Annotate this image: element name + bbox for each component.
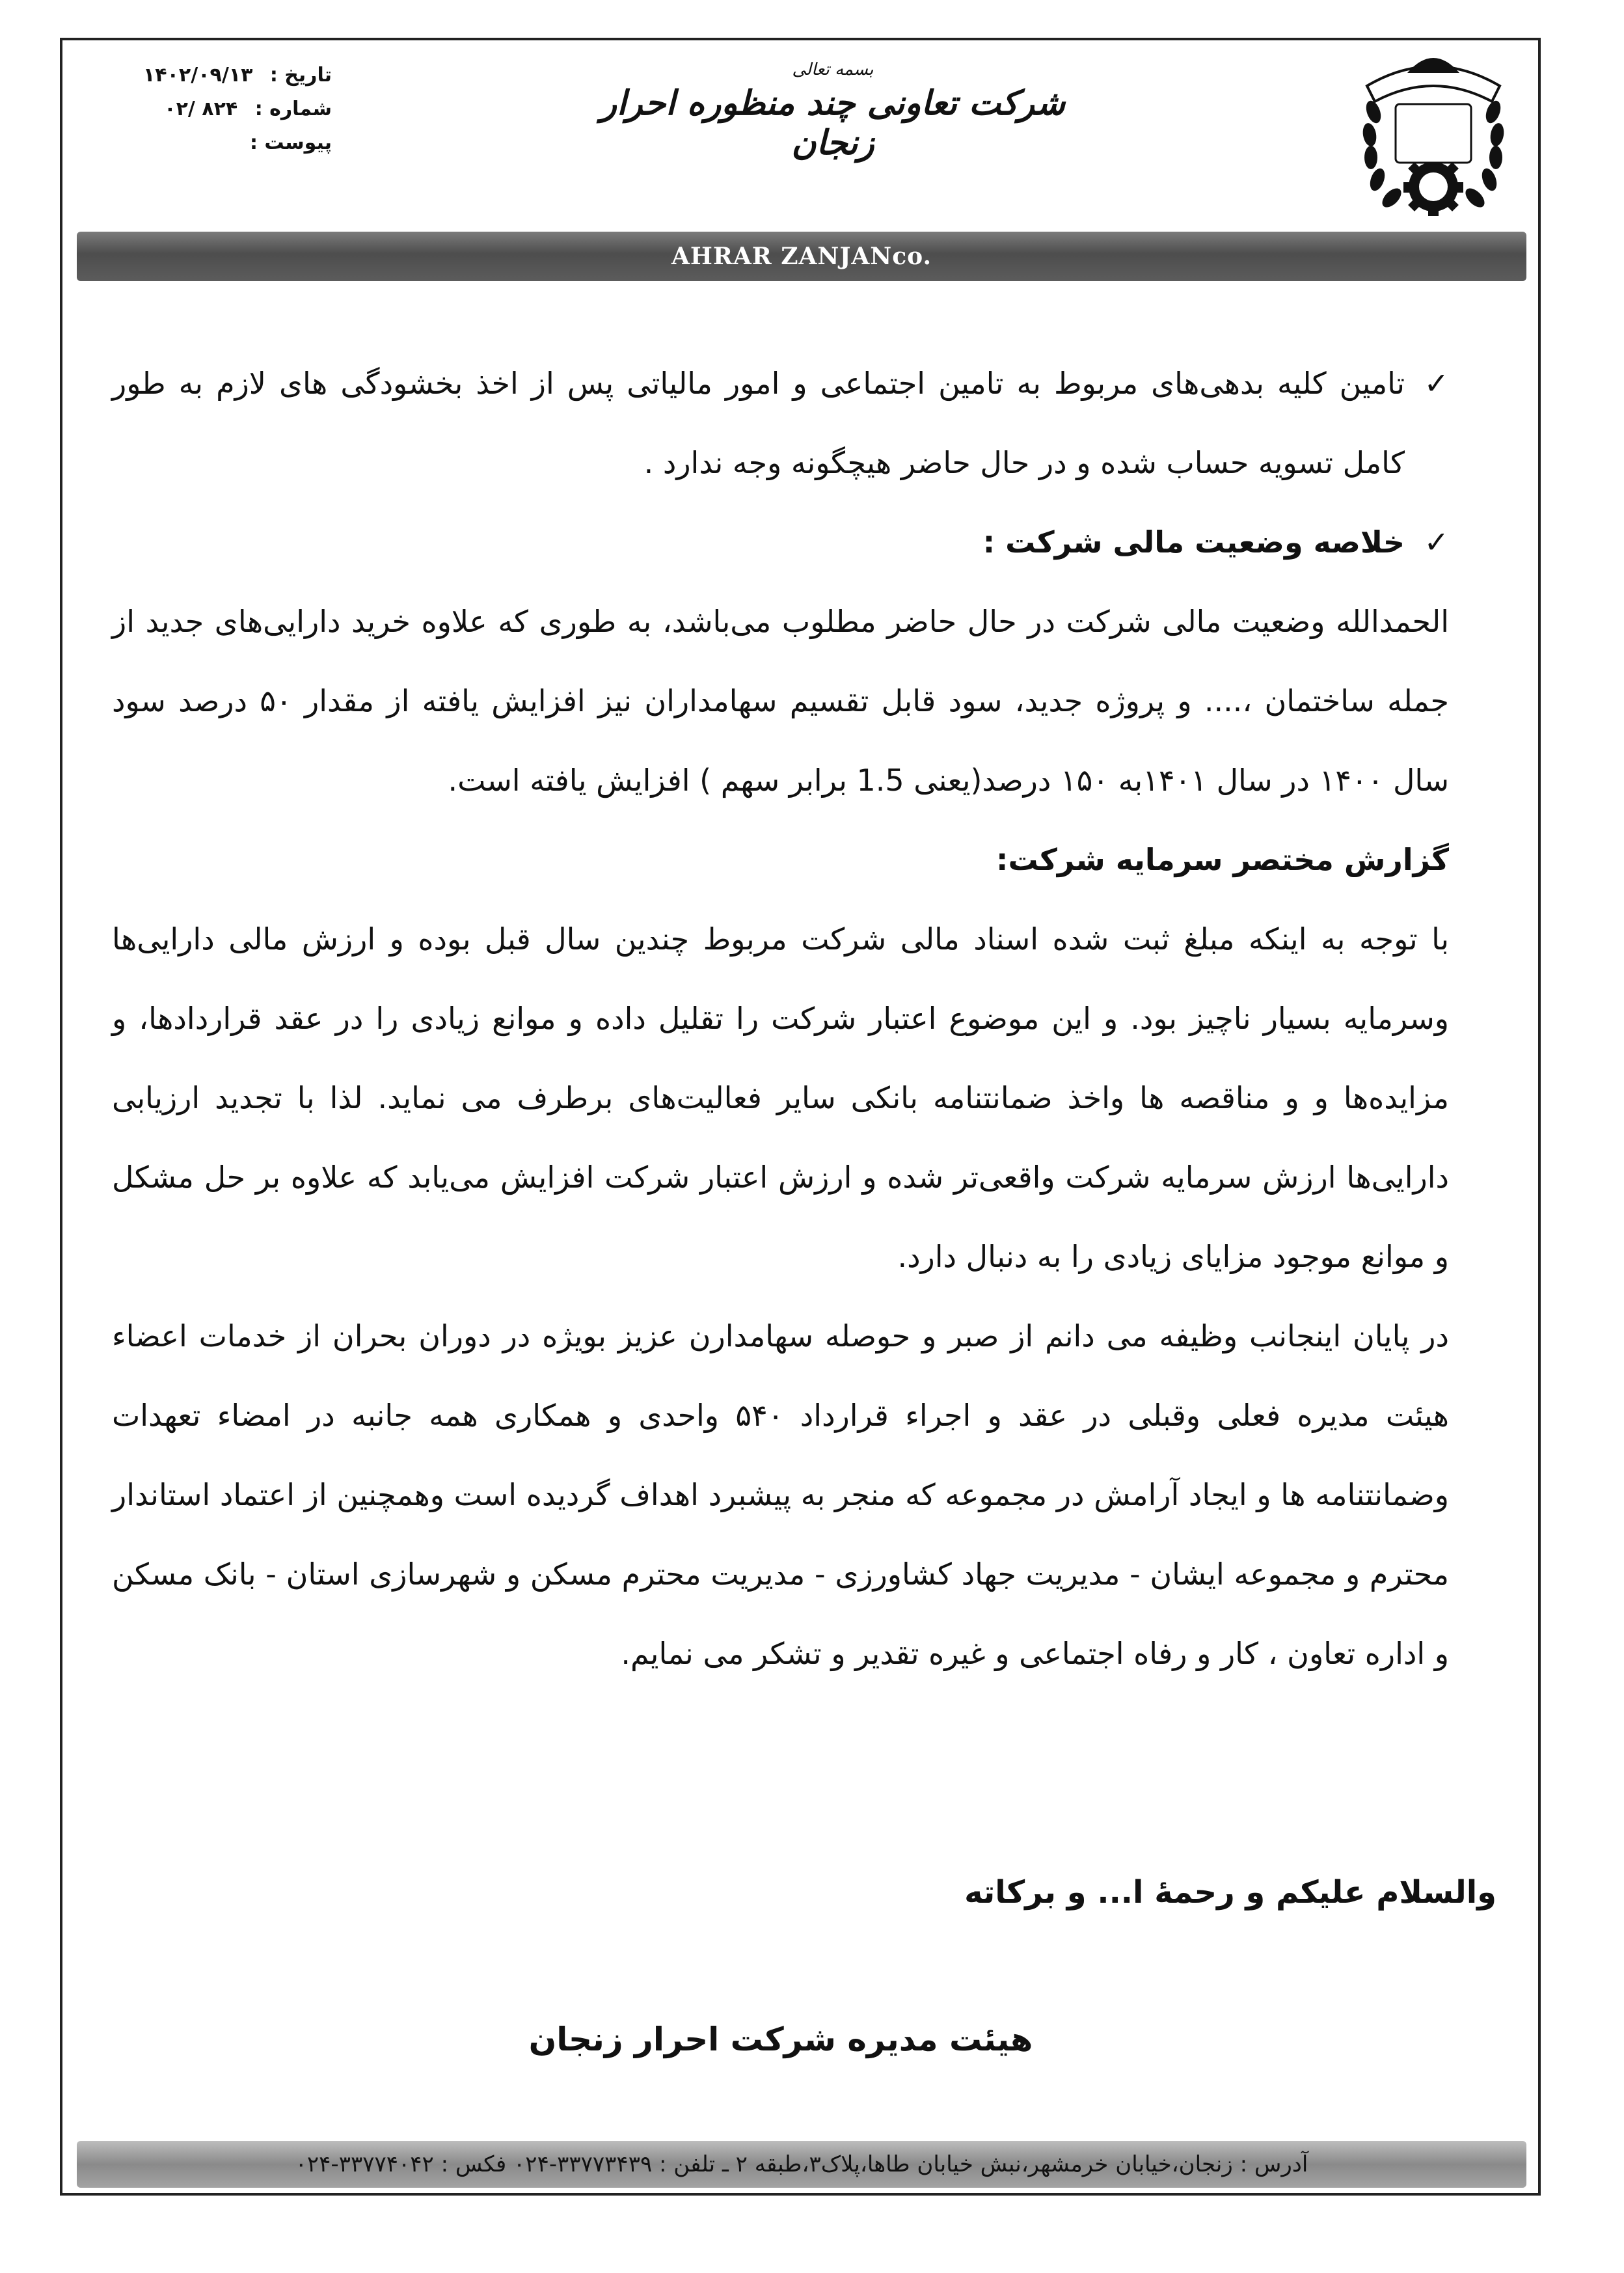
bullet-debts-text: تامین کلیه بدهی‌های مربوط به تامین اجتماعی و امور مالیاتی پس از اخذ بخشودگی های لازم به طور کامل تسویه حساب شده و در حال حاضر هیچگونه وجه ندارد . [112,366,1405,480]
company-logo [1355,47,1511,216]
closing-thanks-paragraph: در پایان اینجانب وظیفه می دانم از صبر و حوصله سهامدارن عزیز بویژه در دوران بحران از خدمات اعضاء هیئت مدیره فعلی وقبلی در عقد و اجراء قرارداد ۵۴۰ واحدی و همکاری همه جانبه در امضاء تعهدات وضمانتنامه ها و ایجاد آرامش در مجموعه که منجر به پیشبرد اهداف گردیده است وهمچنین از اعتماد استاندار محترم و مجموعه ایشان - مدیریت جهاد کشاورزی - مدیریت محترم مسکن و شهرسازی استان - بانک مسکن و اداره تعاون ، کار و رفاه اجتماعی و غیره تقدیر و تشکر می نمایم. [112,1318,1450,1671]
company-name: شرکت تعاونی چند منظوره احرار زنجان [600,83,1066,163]
closing-salutation: والسلام علیکم و رحمهٔ ا... و برکاته [964,1874,1496,1911]
date-row [98,59,332,92]
company-band: AHRAR ZANJANco. [77,232,1526,281]
attachment-label: پیوست : [249,131,332,154]
footer-address: آدرس : زنجان،خیابان خرمشهر،نبش خیابان طاها،پلاک۳،طبقه ۲ ـ تلفن : ۳۳۷۷۳۴۳۹-۰۲۴ فکس : ۳۳۷۷۴۰۴۲-۰۲۴ [77,2141,1526,2188]
bullet-financial-summary [112,502,1449,582]
checkmark-icon: ✓ [1424,524,1449,560]
date-value: ۱۴۰۲/۰۹/۱۳ [143,64,253,87]
number-row [98,92,332,126]
basmala: بسمه تعالی [792,60,874,79]
number-label: شماره : [254,98,332,120]
financial-summary-heading: خلاصه وضعیت مالی شرکت : [982,524,1405,560]
letter-meta [98,59,332,160]
signature-board: هیئت مدیره شرکت احرار زنجان [528,2021,1033,2058]
letter-body [112,344,1449,1693]
capital-report-heading: گزارش مختصر سرمایه شرکت: [996,842,1449,877]
checkmark-icon: ✓ [1424,366,1449,401]
number-value: ۸۲۴ /۰۲ [164,98,238,120]
attachment-row [98,126,332,160]
date-label: تاریخ : [269,64,332,87]
bullet-debts [112,344,1449,502]
letterhead [573,60,1093,163]
capital-report-paragraph: با توجه به اینکه مبلغ ثبت شده اسناد مالی شرکت مربوط چندین سال قبل بوده و ارزش مالی دارایی‌ها وسرمایه بسیار ناچیز بود. و این موضوع اعتبار شرکت را تقلیل داده و موانع زیادی را در عقد قراردادها، و مزایده‌ها و و مناقصه ها واخذ ضمانتنامه بانکی سایر فعالیت‌های برطرف می نماید. لذا با تجدید ارزیابی دارایی‌ها ارزش سرمایه شرکت واقعی‌تر شده و ارزش اعتبار شرکت افزایش می‌یابد که علاوه بر حل مشکل و موانع موجود مزایای زیادی را به دنبال دارد. [112,921,1449,1274]
financial-summary-paragraph: الحمدالله وضعیت مالی شرکت در حال حاضر مطلوب می‌باشد، به طوری که علاوه خرید دارایی‌های جدید از جمله ساختمان ،.... و پروژه جدید، سود قابل تقسیم سهامداران نیز افزایش یافته از مقدار ۵۰ درصد سود سال ۱۴۰۰ در سال ۱۴۰۱به ۱۵۰ درصد(یعنی 1.5 برابر سهم ) افزایش یافته است. [112,604,1449,798]
